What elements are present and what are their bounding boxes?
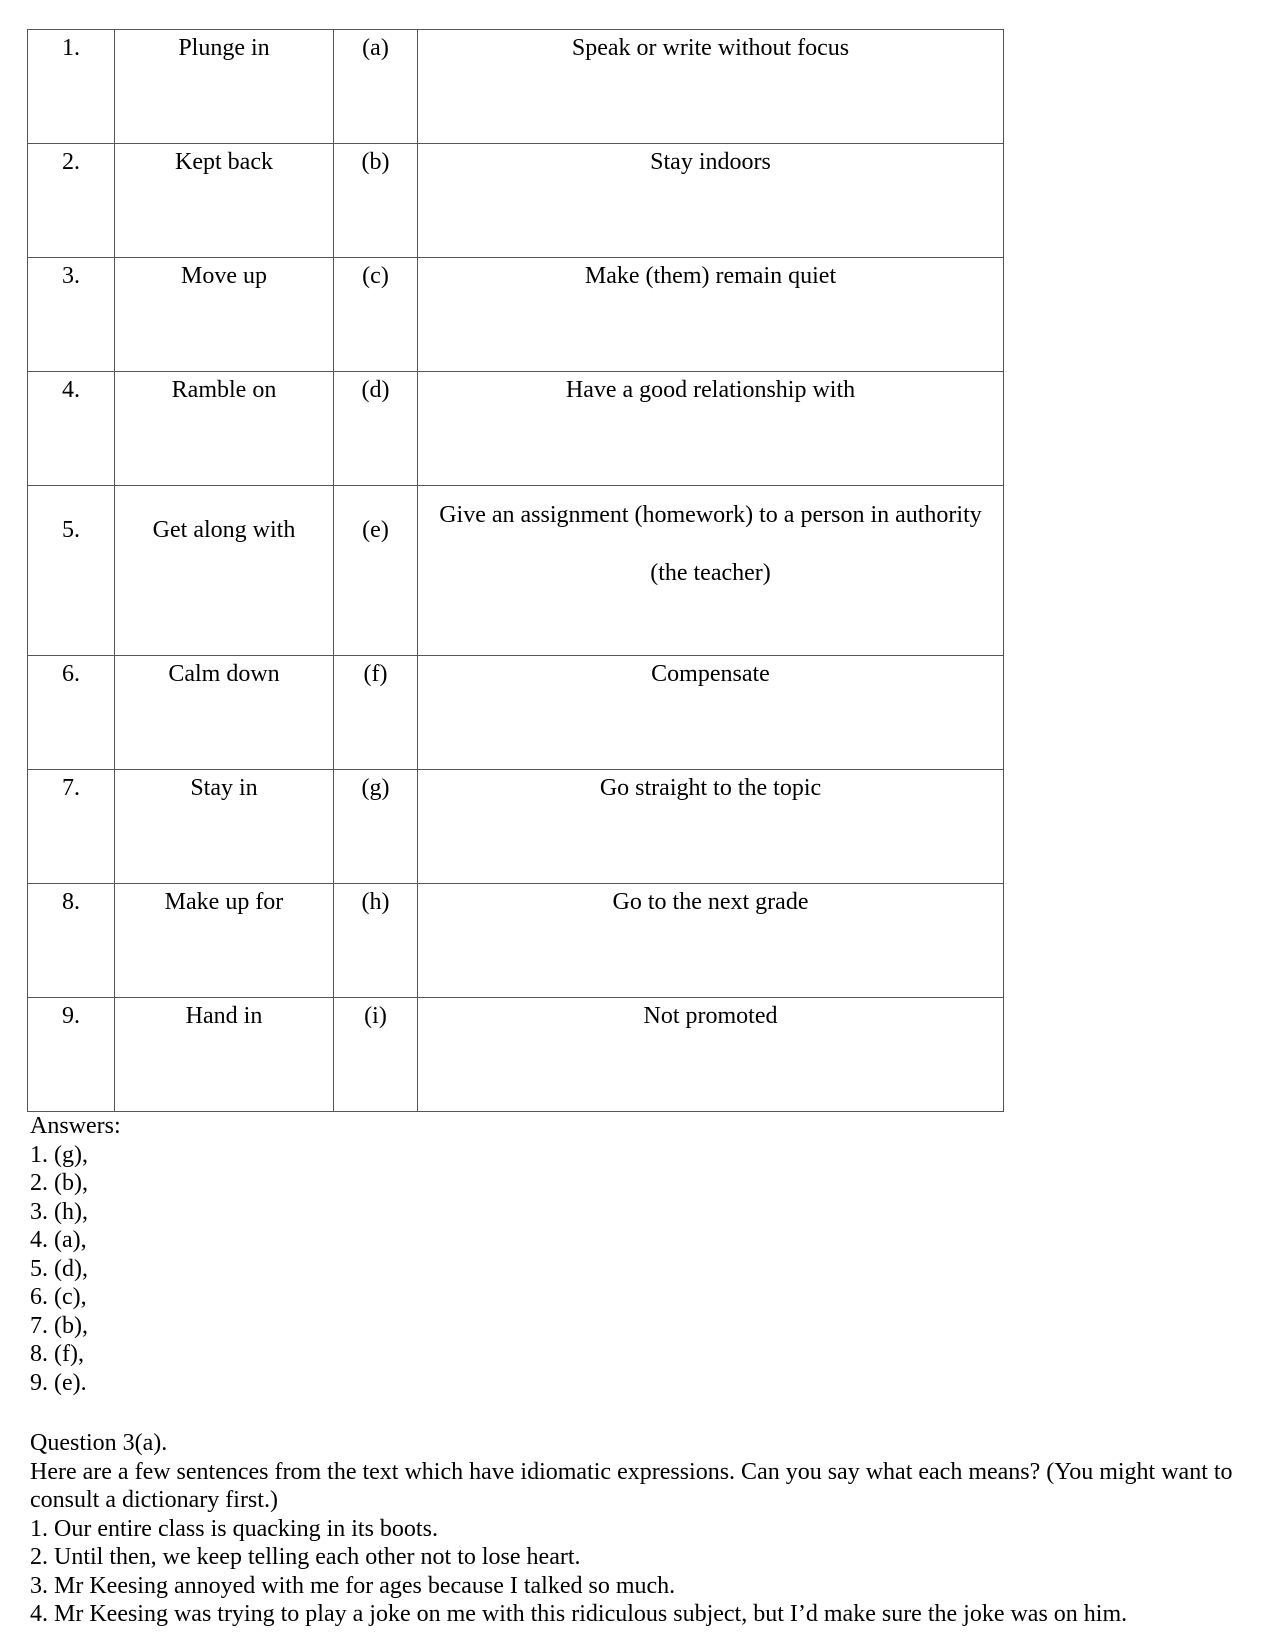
- answers-block: [30, 1112, 121, 1397]
- question-item: 2. Until then, we keep telling each other not to lose heart.: [30, 1544, 581, 1570]
- phrasal-verb: Kept back: [115, 144, 334, 258]
- table-row: [28, 372, 1004, 486]
- option-letter: (i): [334, 998, 418, 1112]
- phrasal-verb: Make up for: [115, 884, 334, 998]
- table-row: [28, 30, 1004, 144]
- phrasal-verb: Calm down: [115, 656, 334, 770]
- row-number: 1.: [28, 30, 115, 144]
- table-row: [28, 144, 1004, 258]
- option-letter: (h): [334, 884, 418, 998]
- phrasal-verb: Move up: [115, 258, 334, 372]
- table-row: [28, 884, 1004, 998]
- row-number: 4.: [28, 372, 115, 486]
- question-title: Question 3(a).: [30, 1430, 168, 1456]
- phrasal-verb: Hand in: [115, 998, 334, 1112]
- meaning: Compensate: [418, 656, 1004, 770]
- meaning: Make (them) remain quiet: [418, 258, 1004, 372]
- row-number: 5.: [28, 486, 115, 656]
- meaning: Have a good relationship with: [418, 372, 1004, 486]
- answer-item: 5. (d),: [30, 1255, 88, 1282]
- option-letter: (e): [334, 486, 418, 656]
- row-number: 8.: [28, 884, 115, 998]
- answer-item: 8. (f),: [30, 1341, 84, 1367]
- option-letter: (c): [334, 258, 418, 372]
- answer-item: 2. (b),: [30, 1170, 88, 1196]
- answer-item: 1. (g),: [30, 1141, 88, 1168]
- meaning: Go to the next grade: [418, 884, 1004, 998]
- table-row: [28, 998, 1004, 1112]
- phrasal-verb: Get along with: [115, 486, 334, 656]
- phrasal-verb: Ramble on: [115, 372, 334, 486]
- table-row: [28, 656, 1004, 770]
- matching-table: [27, 29, 1004, 1112]
- meaning: Speak or write without focus: [418, 30, 1004, 144]
- table-row: [28, 258, 1004, 372]
- table-row: [28, 770, 1004, 884]
- question-prompt: Here are a few sentences from the text which have idiomatic expressions. Can you say what each means? (You might want to consult a dictionary first.): [30, 1458, 1233, 1513]
- phrasal-verb: Stay in: [115, 770, 334, 884]
- option-letter: (a): [334, 30, 418, 144]
- option-letter: (b): [334, 144, 418, 258]
- option-letter: (g): [334, 770, 418, 884]
- question-item: 1. Our entire class is quacking in its boots.: [30, 1515, 438, 1542]
- answer-item: 7. (b),: [30, 1312, 88, 1339]
- question-item: 3. Mr Keesing annoyed with me for ages because I talked so much.: [30, 1572, 676, 1599]
- meaning: Not promoted: [418, 998, 1004, 1112]
- row-number: 9.: [28, 998, 115, 1112]
- row-number: 6.: [28, 656, 115, 770]
- meaning: Go straight to the topic: [418, 770, 1004, 884]
- row-number: 7.: [28, 770, 115, 884]
- option-letter: (d): [334, 372, 418, 486]
- question-block: [30, 1429, 1260, 1629]
- phrasal-verb: Plunge in: [115, 30, 334, 144]
- answer-item: 3. (h),: [30, 1198, 88, 1225]
- answer-item: 4. (a),: [30, 1227, 87, 1253]
- table-row: [28, 486, 1004, 656]
- option-letter: (f): [334, 656, 418, 770]
- answers-heading: Answers:: [30, 1113, 121, 1139]
- row-number: 3.: [28, 258, 115, 372]
- meaning: Give an assignment (homework) to a person in authority (the teacher): [418, 486, 1004, 656]
- question-item: 4. Mr Keesing was trying to play a joke on me with this ridiculous subject, but I’d make sure the joke was on him.: [30, 1601, 1128, 1627]
- meaning: Stay indoors: [418, 144, 1004, 258]
- answer-item: 6. (c),: [30, 1284, 87, 1310]
- row-number: 2.: [28, 144, 115, 258]
- answer-item: 9. (e).: [30, 1369, 87, 1396]
